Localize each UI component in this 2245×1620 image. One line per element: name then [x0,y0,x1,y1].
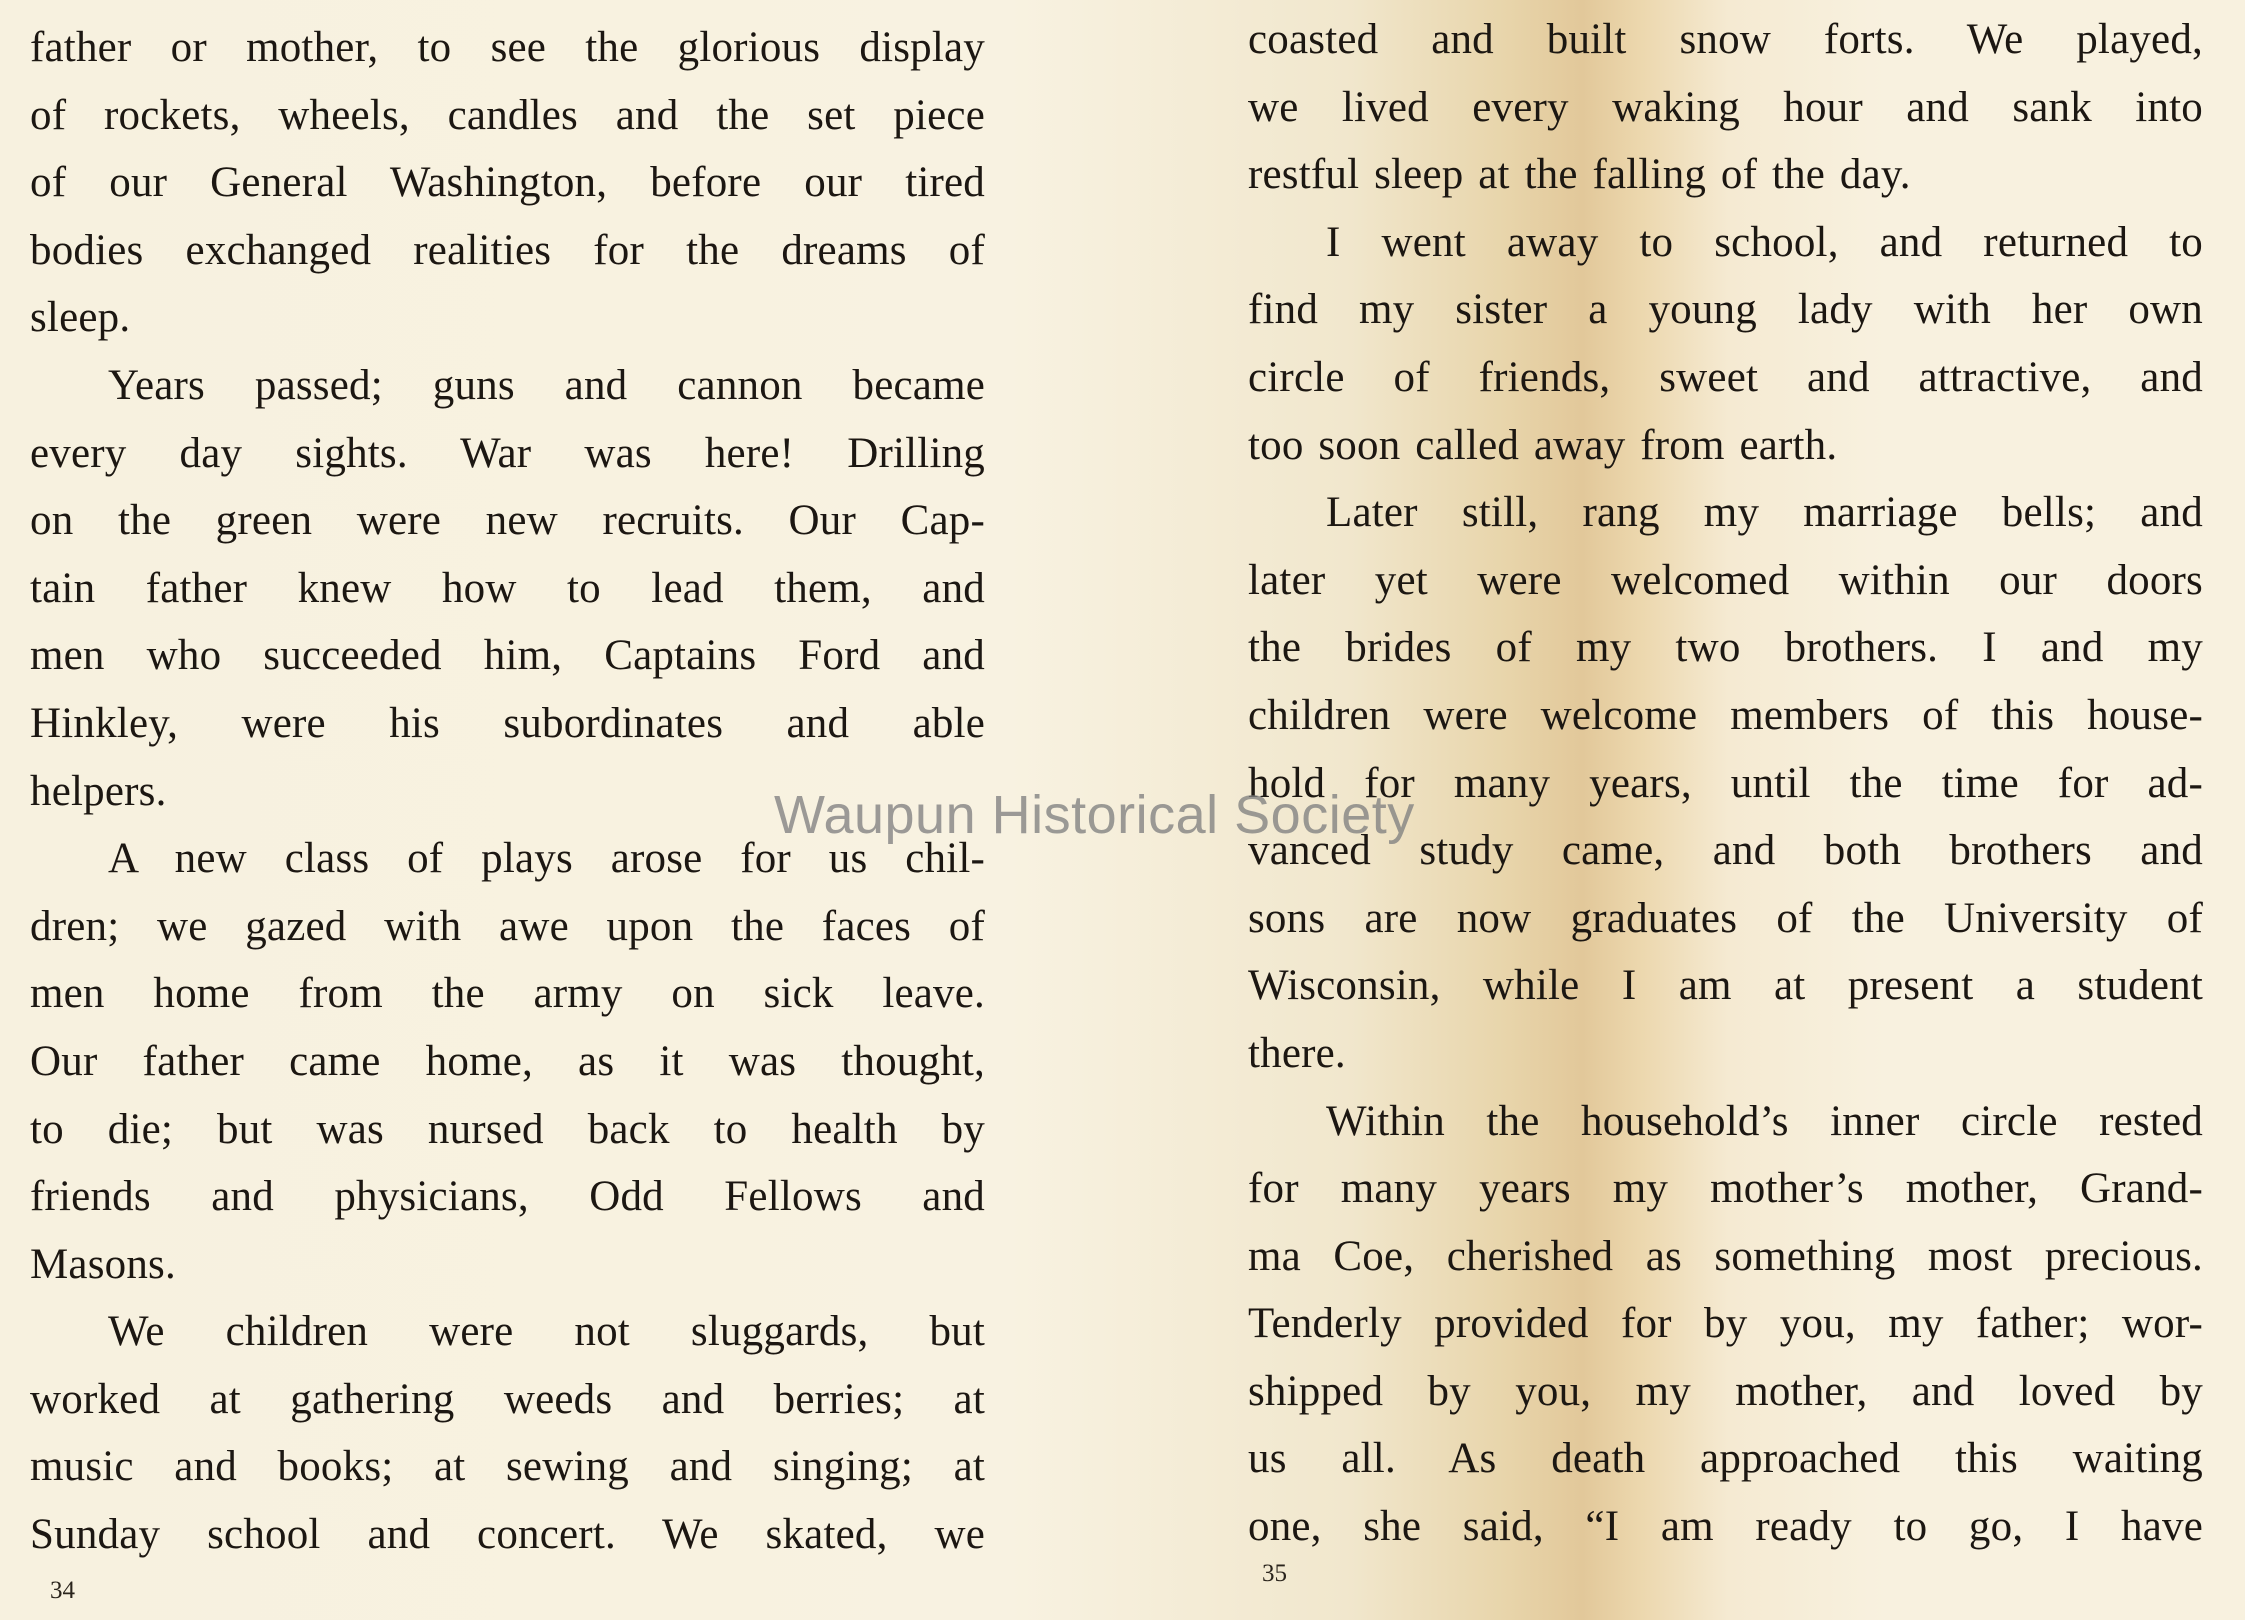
text-line: of rockets, wheels, candles and the set piece [30,91,985,139]
text-line: vanced study came, and both brothers and [1248,827,2203,875]
text-line: Later still, rang my marriage bells; and [1326,489,2203,537]
text-line: find my sister a young lady with her own [1248,286,2203,334]
text-line: we lived every waking hour and sank into [1248,83,2203,131]
text-line: We children were not sluggards, but [108,1308,985,1356]
text-line: Tenderly provided for by you, my father; wor- [1248,1300,2203,1348]
text-line: the brides of my two brothers. I and my [1248,624,2203,672]
text-line: Years passed; guns and cannon became [108,361,985,409]
text-line: bodies exchanged realities for the dreams of [30,226,985,274]
text-line: sons are now graduates of the University of [1248,894,2203,942]
text-line: restful sleep at the falling of the day. [1248,151,1911,199]
text-line: too soon called away from earth. [1248,421,1838,469]
text-line: to die; but was nursed back to health by [30,1105,985,1153]
page-number-left: 34 [50,1577,75,1604]
page-number-right: 35 [1262,1560,1287,1587]
text-line: Sunday school and concert. We skated, we [30,1511,985,1559]
text-line: father or mother, to see the glorious display [30,24,985,71]
text-line: I went away to school, and returned to [1326,218,2203,266]
watermark: Waupun Historical Society [774,785,1415,845]
text-line: sleep. [30,294,131,342]
text-line: for many years my mother’s mother, Grand- [1248,1165,2203,1213]
text-line: men home from the army on sick leave. [30,970,985,1018]
text-line: hold for many years, until the time for ad- [1248,759,2203,807]
text-line: Hinkley, were his subordinates and able [30,699,985,747]
text-line: every day sights. War was here! Drilling [30,429,985,477]
text-line: shipped by you, my mother, and loved by [1248,1367,2203,1415]
text-line: there. [1248,1029,1346,1077]
text-line: worked at gathering weeds and berries; at [30,1375,985,1423]
text-line: dren; we gazed with awe upon the faces of [30,902,985,950]
text-line: Masons. [30,1240,176,1288]
text-line: A new class of plays arose for us chil- [108,835,985,883]
text-line: children were welcome members of this house- [1248,691,2203,739]
text-line: on the green were new recruits. Our Cap- [30,497,985,545]
text-line: music and books; at sewing and singing; at [30,1443,985,1491]
text-line: men who succeeded him, Captains Ford and [30,632,985,680]
text-line: Within the household’s inner circle rested [1326,1097,2203,1145]
text-line: ma Coe, cherished as something most precious. [1248,1232,2203,1280]
text-line: helpers. [30,767,167,815]
text-line: coasted and built snow forts. We played, [1248,16,2203,63]
text-line: friends and physicians, Odd Fellows and [30,1173,985,1221]
text-line: tain father knew how to lead them, and [30,564,985,612]
text-line: one, she said, “I am ready to go, I have [1248,1503,2203,1551]
text-line: later yet were welcomed within our doors [1248,556,2203,604]
text-line: of our General Washington, before our tired [30,159,985,207]
text-line: us all. As death approached this waiting [1248,1435,2203,1483]
text-line: Our father came home, as it was thought, [30,1037,985,1085]
text-line: circle of friends, sweet and attractive, and [1248,353,2203,401]
text-line: Wisconsin, while I am at present a student [1248,962,2203,1010]
